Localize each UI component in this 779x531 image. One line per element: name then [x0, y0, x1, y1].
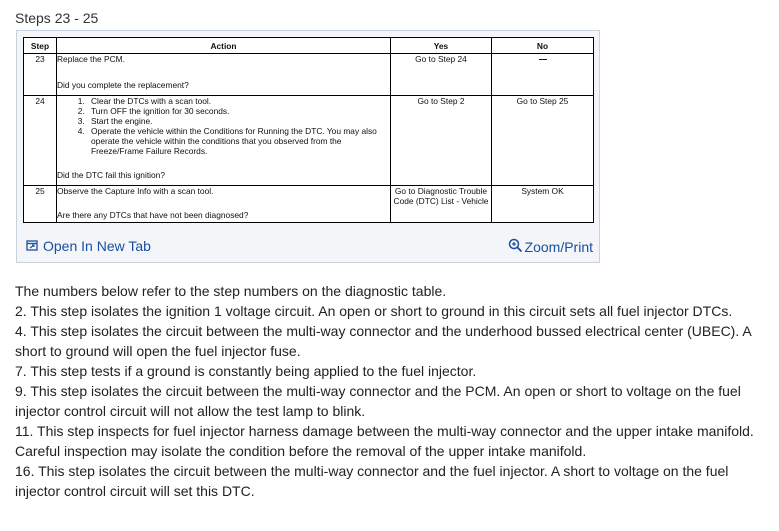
- diagnostic-table: [23, 37, 594, 223]
- note-step-16: 16. This step isolates the circuit between the multi-way connector and the fuel injector. A short to voltage on the fuel injector control circuit will set this DTC.: [15, 463, 729, 499]
- table-links-bar: [17, 236, 599, 260]
- action-list-item: 1. Clear the DTCs with a scan tool.: [87, 96, 390, 106]
- column-header-action: Action: [57, 38, 391, 54]
- no-cell: [492, 54, 594, 96]
- note-step-4: 4. This step isolates the circuit between the multi-way connector and the underhood bussed electrical center (UBEC). A short to ground will open the fuel injector fuse.: [15, 323, 751, 359]
- action-question: Did the DTC fail this ignition?: [57, 170, 165, 180]
- note-step-9: 9. This step isolates the circuit between the multi-way connector and the PCM. An open or short to voltage on the fuel injector control circuit will not allow the test lamp to blink.: [15, 383, 741, 419]
- note-step-11: 11. This step inspects for fuel injector harness damage between the multi-way connector and the upper intake manifold. Careful inspection may isolate the condition before the removal of the upper intake manifold.: [15, 423, 754, 459]
- diagnostic-table-frame: [16, 30, 600, 263]
- note-intro: The numbers below refer to the step numbers on the diagnostic table.: [15, 283, 447, 299]
- column-header-step: Step: [24, 38, 57, 54]
- action-text: Replace the PCM.: [57, 54, 125, 64]
- column-header-yes: Yes: [391, 38, 492, 54]
- zoom-print-label: Zoom/Print: [524, 239, 593, 255]
- step-number: 25: [24, 186, 57, 223]
- steps-title: Steps 23 - 25: [15, 10, 99, 26]
- note-step-2: 2. This step isolates the ignition 1 voltage circuit. An open or short to ground in this circuit sets all fuel injector DTCs.: [15, 303, 733, 319]
- action-list-item: 4. Operate the vehicle within the Conditions for Running the DTC. You may also operate the vehicle within the conditions that you observed from the Freeze/Frame Failure Records.: [87, 126, 390, 156]
- action-list-item: 3. Start the engine.: [87, 116, 390, 126]
- yes-cell: Go to Step 2: [391, 96, 492, 186]
- zoom-print-link[interactable]: [508, 238, 593, 256]
- action-question: Are there any DTCs that have not been diagnosed?: [57, 210, 249, 220]
- yes-cell: Go to Diagnostic Trouble Code (DTC) List - Vehicle: [391, 186, 492, 223]
- column-header-no: No: [492, 38, 594, 54]
- action-text: Observe the Capture Info with a scan tool.: [57, 186, 214, 196]
- open-in-new-tab-link[interactable]: [26, 238, 151, 254]
- open-in-new-tab-label: Open In New Tab: [43, 238, 151, 254]
- no-cell: Go to Step 25: [492, 96, 594, 186]
- zoom-magnifier-icon: [508, 238, 523, 256]
- step-number: 23: [24, 54, 57, 96]
- yes-cell: Go to Step 24: [391, 54, 492, 96]
- table-row: [24, 186, 594, 223]
- open-new-tab-icon: [26, 238, 38, 254]
- step-notes: [15, 281, 775, 501]
- table-header-row: [24, 38, 594, 54]
- step-number: 24: [24, 96, 57, 186]
- action-question: Did you complete the replacement?: [57, 80, 189, 90]
- action-list-item: 2. Turn OFF the ignition for 30 seconds.: [87, 106, 390, 116]
- action-cell: [57, 54, 391, 96]
- table-row: [24, 96, 594, 186]
- action-list: [57, 96, 390, 156]
- action-cell: [57, 96, 391, 186]
- table-row: [24, 54, 594, 96]
- no-cell: System OK: [492, 186, 594, 223]
- note-step-7: 7. This step tests if a ground is constantly being applied to the fuel injector.: [15, 363, 477, 379]
- action-cell: [57, 186, 391, 223]
- dash-mark: [539, 59, 547, 60]
